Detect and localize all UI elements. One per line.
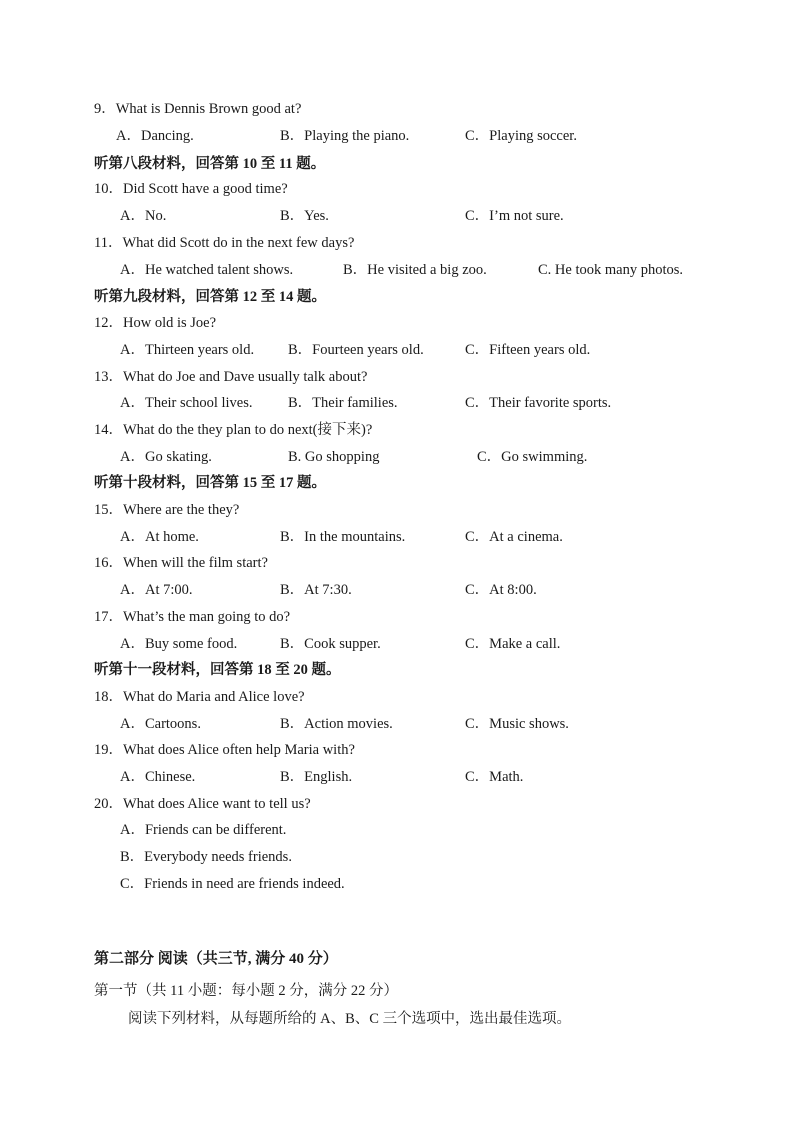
question-15-option-c: C．At a cinema. bbox=[465, 529, 563, 545]
question-15-option-a: A．At home. bbox=[120, 529, 199, 545]
question-19-option-b: B．English. bbox=[280, 769, 353, 785]
question-11-stem: 11．What did Scott do in the next few days? bbox=[94, 235, 355, 251]
question-14-option-a: A．Go skating. bbox=[120, 449, 212, 465]
question-10-option-b: B．Yes. bbox=[280, 208, 329, 224]
question-17-option-b: B．Cook supper. bbox=[280, 636, 381, 652]
question-18-option-a: A．Cartoons. bbox=[120, 716, 201, 732]
question-16-option-c: C．At 8:00. bbox=[465, 582, 537, 598]
question-18-option-c: C．Music shows. bbox=[465, 716, 569, 732]
question-13-option-c: C．Their favorite sports. bbox=[465, 395, 612, 411]
question-19-option-a: A．Chinese. bbox=[120, 769, 196, 785]
question-14-stem: 14．What do the they plan to do next(接下来)? bbox=[94, 422, 373, 438]
part-2-instruction: 阅读下列材料，从每题所给的 A、B、C 三个选项中，选出最佳选项。 bbox=[128, 1011, 572, 1027]
question-20-option-b: B．Everybody needs friends. bbox=[120, 849, 292, 865]
question-19-stem: 19．What does Alice often help Maria with? bbox=[94, 742, 355, 758]
part-2-subsection: 第一节（共 11 小题：每小题 2 分，满分 22 分） bbox=[94, 983, 398, 999]
question-12-option-c: C．Fifteen years old. bbox=[465, 342, 591, 358]
question-16-option-b: B．At 7:30. bbox=[280, 582, 352, 598]
question-16-option-a: A．At 7:00. bbox=[120, 582, 193, 598]
section-11-heading: 听第十一段材料，回答第 18 至 20 题。 bbox=[94, 662, 341, 678]
question-19-option-c: C．Math. bbox=[465, 769, 524, 785]
question-17-option-c: C．Make a call. bbox=[465, 636, 561, 652]
question-13-option-b: B．Their families. bbox=[288, 395, 398, 411]
question-10-option-a: A．No. bbox=[120, 208, 167, 224]
question-11-option-b: B．He visited a big zoo. bbox=[343, 262, 487, 278]
question-9-stem: 9．What is Dennis Brown good at? bbox=[94, 101, 302, 117]
question-13-option-a: A．Their school lives. bbox=[120, 395, 253, 411]
question-9-option-a: A．Dancing. bbox=[116, 128, 194, 144]
question-18-stem: 18．What do Maria and Alice love? bbox=[94, 689, 305, 705]
question-13-stem: 13．What do Joe and Dave usually talk about? bbox=[94, 369, 368, 385]
question-20-option-a: A．Friends can be different. bbox=[120, 822, 287, 838]
question-15-option-b: B．In the mountains. bbox=[280, 529, 406, 545]
question-11-option-a: A．He watched talent shows. bbox=[120, 262, 294, 278]
question-14-option-c: C．Go swimming. bbox=[477, 449, 588, 465]
question-12-stem: 12．How old is Joe? bbox=[94, 315, 217, 331]
section-8-heading: 听第八段材料，回答第 10 至 11 题。 bbox=[94, 156, 326, 172]
section-10-heading: 听第十段材料，回答第 15 至 17 题。 bbox=[94, 475, 326, 491]
section-9-heading: 听第九段材料，回答第 12 至 14 题。 bbox=[94, 289, 326, 305]
question-12-option-a: A．Thirteen years old. bbox=[120, 342, 255, 358]
question-15-stem: 15．Where are the they? bbox=[94, 502, 240, 518]
question-9-option-c: C．Playing soccer. bbox=[465, 128, 577, 144]
question-17-option-a: A．Buy some food. bbox=[120, 636, 238, 652]
question-20-stem: 20．What does Alice want to tell us? bbox=[94, 796, 311, 812]
question-14-option-b: B. Go shopping bbox=[288, 449, 380, 465]
question-20-option-c: C．Friends in need are friends indeed. bbox=[120, 876, 345, 892]
question-9-option-b: B．Playing the piano. bbox=[280, 128, 410, 144]
question-17-stem: 17．What’s the man going to do? bbox=[94, 609, 291, 625]
part-2-heading: 第二部分 阅读（共三节, 满分 40 分） bbox=[94, 951, 338, 967]
question-10-option-c: C．I’m not sure. bbox=[465, 208, 564, 224]
question-16-stem: 16．When will the film start? bbox=[94, 555, 268, 571]
question-11-option-c: C. He took many photos. bbox=[538, 262, 683, 278]
question-10-stem: 10．Did Scott have a good time? bbox=[94, 181, 288, 197]
question-12-option-b: B．Fourteen years old. bbox=[288, 342, 424, 358]
question-18-option-b: B．Action movies. bbox=[280, 716, 393, 732]
